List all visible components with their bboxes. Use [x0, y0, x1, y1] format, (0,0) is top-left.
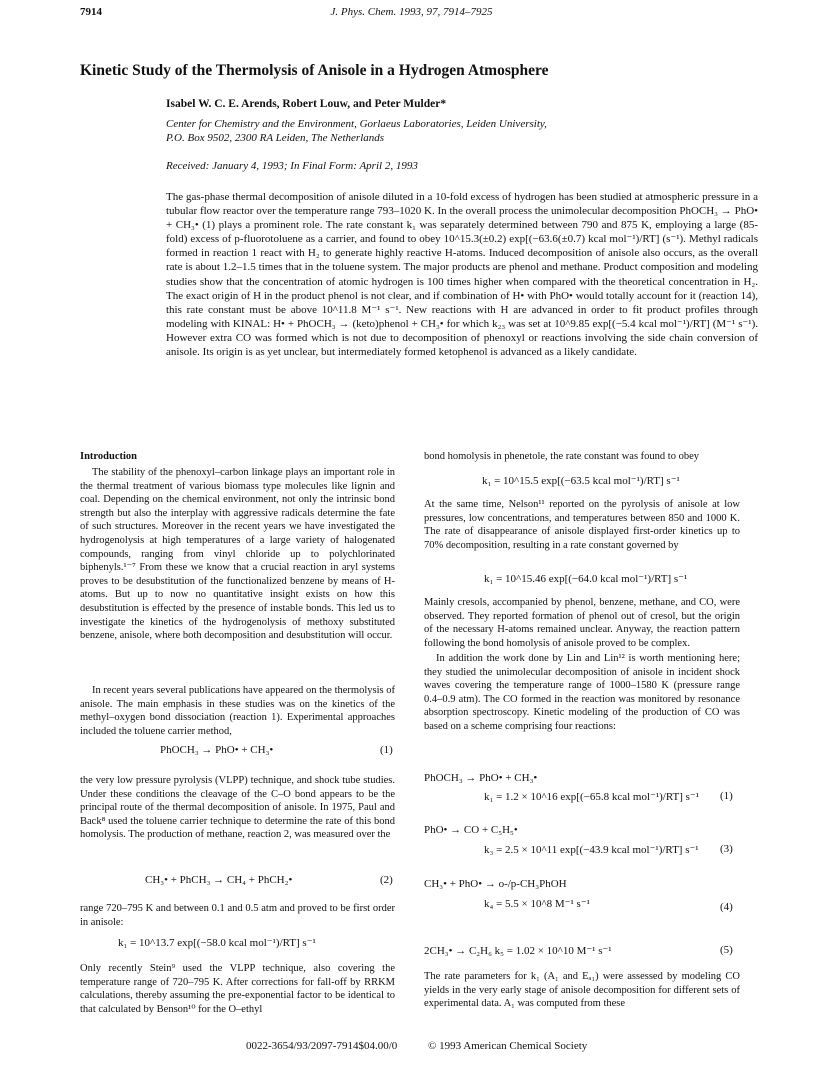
right-paragraph-5: The rate parameters for k₁ (A₁ and Eₐ₁) were assessed by modeling CO yields in the very early stage of anisole decomposition for different sets of experimental data. A₁ was computed from these	[424, 971, 740, 1010]
intro-paragraph-3: the very low pressure pyrolysis (VLPP) technique, and shock tube studies. Under these conditions the cleavage of the C–O bond appears to be the principal route of the thermal decomposition of anisole. In 1975, Paul and Back⁸ used the toluene carrier technique to determine the rate of this bond homolysis. The production of methane, reaction 2, was measured over the	[80, 775, 395, 841]
intro-paragraph-4: range 720–795 K and between 0.1 and 0.5 atm and proved to be first order in anisole:	[80, 903, 395, 928]
reaction-4-equation: CH₃• + PhO• → o-/p-CH₃PhOH	[424, 878, 567, 890]
intro-paragraph-5: Only recently Stein⁹ used the VLPP technique, also covering the temperature range of 720–795 K. After corrections for fall-off by RRKM calculations, thereby assuming the pre-exponential factor to be identical to that calculated by Benson¹⁰ for the O–ethyl	[80, 963, 395, 1015]
right-paragraph-2: At the same time, Nelson¹¹ reported on the pyrolysis of anisole at low pressures, low concentrations, and temperatures between 850 and 1000 K. The rate of disappearance of anisole displayed first-order kinetics up to 70% decomposition, resulting in a rate constant governed by	[424, 499, 740, 551]
received-dates: Received: January 4, 1993; In Final Form: April 2, 1993	[166, 160, 418, 172]
equation-2-number: (2)	[380, 874, 393, 886]
right-paragraph-4: In addition the work done by Lin and Lin¹² is worth mentioning here; they studied the unimolecular decomposition of anisole in incident shock waves covering the temperature range of 1000–1580 K (pressure range 0.4–0.9 atm). The CO formed in the reaction was monitored by resonance absorption spectroscopy. Kinetic modeling of the production of CO was based on a scheme comprising four reactions:	[424, 653, 740, 732]
reaction-5-number: (5)	[720, 944, 733, 956]
affiliation-line-1: Center for Chemistry and the Environment, Gorlaeus Laboratories, Leiden University,	[166, 118, 547, 130]
page-number: 7914	[80, 6, 102, 18]
footer-code: 0022-3654/93/2097-7914$04.00/0	[246, 1040, 398, 1052]
equation-k1-nelson: k₁ = 10^15.46 exp[(−64.0 kcal mol⁻¹)/RT] s⁻¹	[484, 573, 688, 585]
reaction-3-equation: PhO• → CO + C₅H₅•	[424, 824, 518, 836]
footer-copyright: © 1993 American Chemical Society	[428, 1040, 588, 1052]
intro-paragraph-1: The stability of the phenoxyl–carbon linkage plays an important role in the thermal treatment of various biomass type molecules like lignin and coal. Depending on the chemical environment, not only the intrinsic bond strength but also the interplay with aggressive radicals determine the fate of such structures. Moreover in the recent years we have investigated the hydrogenolysis at high temperatures of a large variety of halogenated compounds, ranging from vinyl chloride up to polychlorinated biphenyls.¹⁻⁷ From these we know that a crucial reaction in aryl systems proves to be desubstitution of the functionalized benzene by means of H-atoms. But up to now no quantitative insight exists on how this desubstitution is effected by the presence of instable bonds. This led us to investigate the kinetics of the hydrogenolysis of methoxy substituted benzene, anisole, where both decomposition and desubstitution will occur.	[80, 467, 395, 642]
abstract: The gas-phase thermal decomposition of anisole diluted in a 10-fold excess of hydrogen has been studied at atmospheric pressure in a tubular flow reactor over the temperature range 793–1020 K. In the overall process the unimolecular decomposition PhOCH₃ → PhO• + CH₃• (1) plays a prominent role. The rate constant k₁ was separately determined between 790 and 875 K, employing a large (85-fold) excess of p-fluorotoluene as a carrier, and found to obey 10^15.3(±0.2) exp[(−63.6(±0.7) kcal mol⁻¹)/RT] (s⁻¹). Methyl radicals formed in reaction 1 react with H₂ to generate highly reactive H-atoms. Induced decomposition of anisole also occurs, as the overall rate is about 1.2–1.5 times that in the toluene system. The major products are phenol and methane. Product composition and modeling studies show that the concentration of atomic hydrogen is 100 times higher when compared with the theoretical concentration in H₂. The exact origin of H in the product phenol is not clear, and if combination of H• with PhO• would totally account for it (reaction 14), this rate constant must be above 10^11.8 M⁻¹ s⁻¹. New reactions with H are advanced in order to fit product profiles through modeling with KINAL: H• + PhOCH₃ → (keto)phenol + CH₃• for which k₂₃ was set at 10^9.85 exp[(−5.4 kcal mol⁻¹)/RT] (M⁻¹ s⁻¹). However extra CO was formed which is not due to decomposition of phenoxyl or reactions involving the side chain conversion of anisole. Its origin is as yet unclear, but intermediately formed ketophenol is advanced as a likely candidate.	[166, 191, 758, 359]
section-heading: Introduction	[80, 451, 137, 462]
journal-citation: J. Phys. Chem. 1993, 97, 7914–7925	[330, 6, 493, 18]
intro-paragraph-2: In recent years several publications have appeared on the thermolysis of anisole. The main emphasis in these studies was on the kinetics of the methyl–oxygen bond dissociation (reaction 1). Experimental approaches included the toluene carrier method,	[80, 685, 395, 737]
equation-2: CH₃• + PhCH₃ → CH₄ + PhCH₂•	[145, 874, 293, 886]
equation-1-number: (1)	[380, 744, 393, 756]
equation-k1-stein: k₁ = 10^15.5 exp[(−63.5 kcal mol⁻¹)/RT] s⁻¹	[482, 475, 680, 487]
right-paragraph-3: Mainly cresols, accompanied by phenol, benzene, methane, and CO, were observed. They reported formation of phenol out of cresol, but the origin of the necessary H-atoms remained unclear. Anyway, the reaction pattern following the bond homolysis of anisole proved to be complex.	[424, 597, 740, 649]
reaction-5-equation: 2CH₃• → C₂H₆ k₅ = 1.02 × 10^10 M⁻¹ s⁻¹	[424, 945, 612, 957]
intro-heading	[80, 450, 395, 464]
reaction-3-rate: k₃ = 2.5 × 10^11 exp[(−43.9 kcal mol⁻¹)/RT] s⁻¹	[484, 844, 699, 856]
right-paragraph-1: bond homolysis in phenetole, the rate constant was found to obey	[424, 451, 699, 462]
affiliation-line-2: P.O. Box 9502, 2300 RA Leiden, The Netherlands	[166, 132, 385, 144]
equation-k1-paul-back: k₁ = 10^13.7 exp[(−58.0 kcal mol⁻¹)/RT] s⁻¹	[118, 937, 316, 949]
reaction-3-number: (3)	[720, 843, 733, 855]
reaction-4-number: (4)	[720, 901, 733, 913]
equation-1: PhOCH₃ → PhO• + CH₃•	[160, 744, 274, 756]
reaction-1-number: (1)	[720, 790, 733, 802]
reaction-1-rate: k₁ = 1.2 × 10^16 exp[(−65.8 kcal mol⁻¹)/RT] s⁻¹	[484, 791, 700, 803]
reaction-4-rate: k₄ = 5.5 × 10^8 M⁻¹ s⁻¹	[484, 898, 590, 910]
authors: Isabel W. C. E. Arends, Robert Louw, and Peter Mulder*	[166, 98, 447, 110]
reaction-1-equation: PhOCH₃ → PhO• + CH₃•	[424, 772, 538, 784]
article-title: Kinetic Study of the Thermolysis of Anisole in a Hydrogen Atmosphere	[80, 62, 549, 79]
affiliation	[166, 117, 726, 145]
